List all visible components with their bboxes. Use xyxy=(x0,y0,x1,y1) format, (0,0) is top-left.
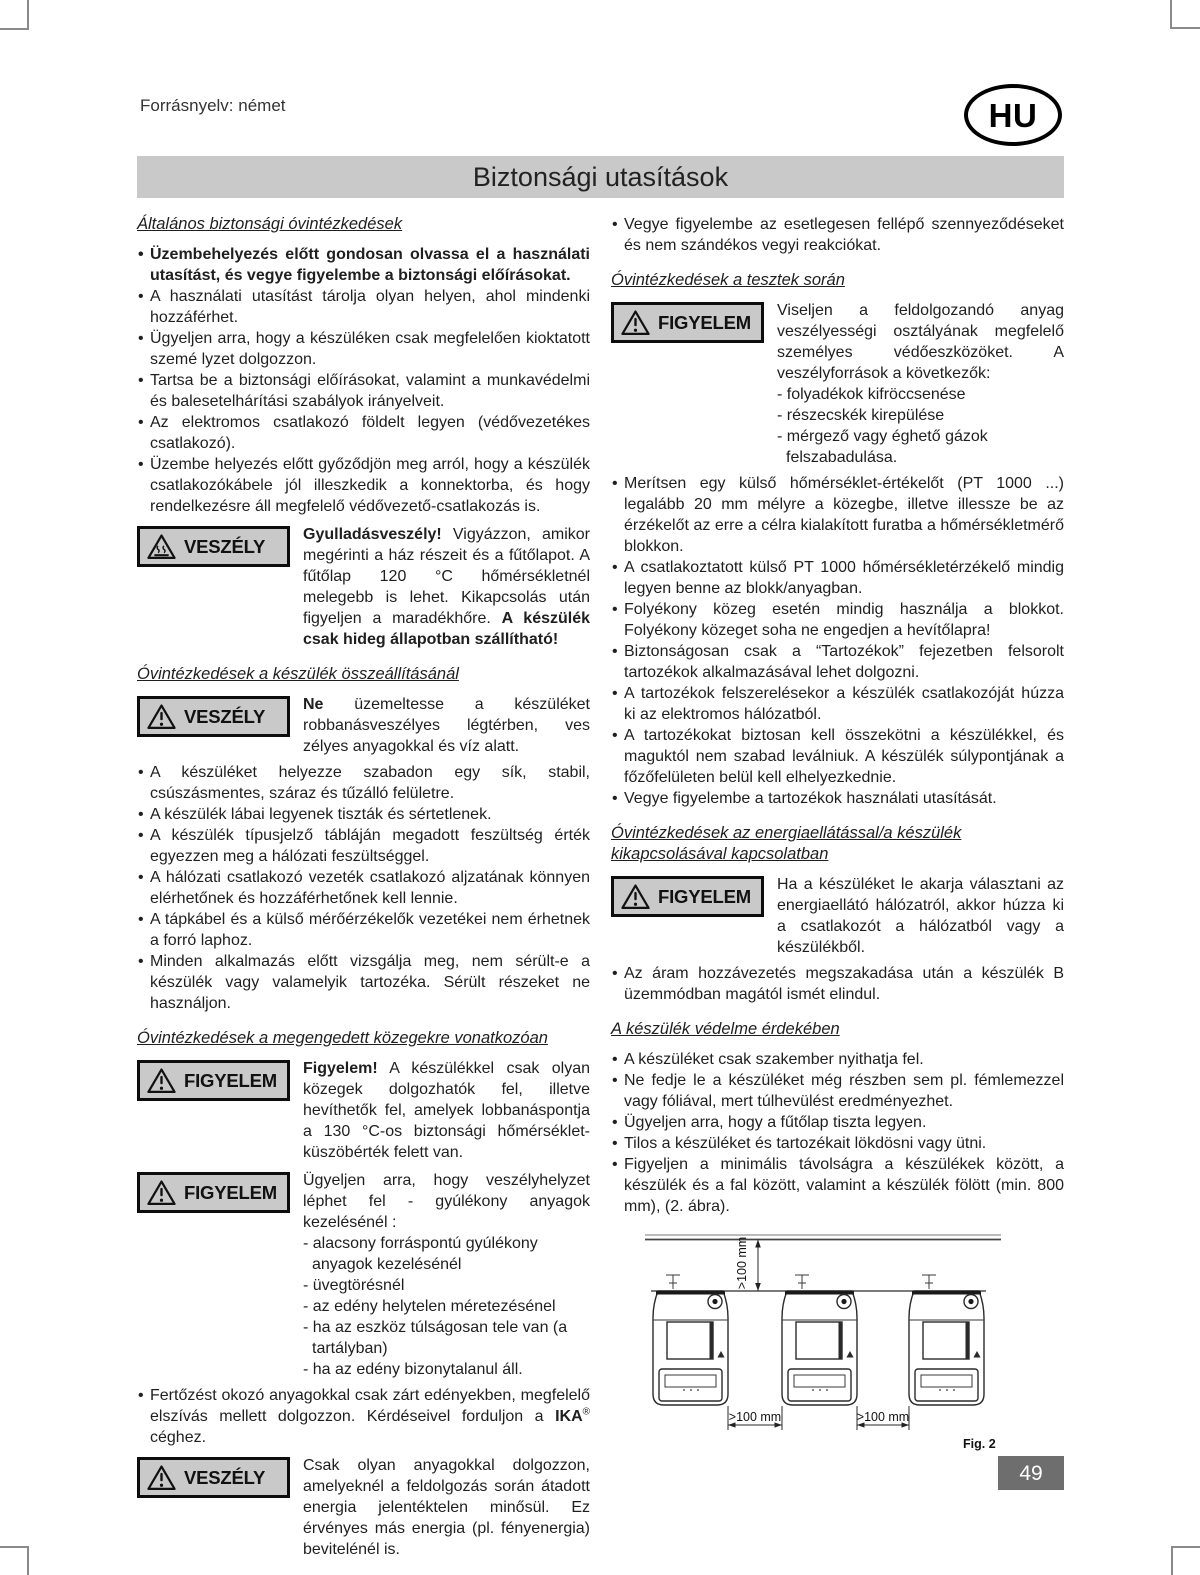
section-heading-device-protection: A készülék védelme érdekében xyxy=(611,1020,840,1038)
warning-triangle-icon xyxy=(620,883,651,910)
bullet-text: Fertőzést okozó anyagokkal csak zárt edényekben, megfelelő elszívás mellett dolgozzon. Kérdéseivel forduljon a xyxy=(150,1387,590,1425)
caution-label: FIGYELEM xyxy=(658,886,751,907)
warning-list-item: - mérgező vagy éghető gázok felszabadulása. xyxy=(777,428,988,466)
warning-list-item: - folyadékok kifröccsenése xyxy=(777,386,966,403)
caution-label: FIGYELEM xyxy=(184,1070,277,1091)
warning-text-body: Vigyázzon, amikor megérinti a ház részeit és a fűtőlapot. A fűtőlap 120 °C hőmérsékletnél melegebb is lehet. Kikapcsolás után figyeljen a maradékhőre. xyxy=(303,526,590,627)
warning-text-body: Ha a készüléket le akarja választani az energiaellátó hálózatról, akkor húzza ki a csatlakozót a hálózatból vagy a készülékből. xyxy=(777,876,1064,956)
bullet-item: • A használati utasítást tárolja olyan helyen, ahol mindenki hozzáférhet. xyxy=(137,286,590,328)
page-number-badge: 49 xyxy=(998,1456,1064,1490)
warning-triangle-icon xyxy=(146,1179,177,1206)
danger-signal-box xyxy=(137,696,290,737)
warning-text-bold: Gyulladásveszély! xyxy=(303,526,442,543)
crop-mark-top-right xyxy=(1170,0,1200,29)
bullet-item: • A tartozékok felszerelésekor a készülék csatlakozóját húzza ki az elektromos hálózatból. xyxy=(611,683,1064,725)
bullet-item: • A készüléket helyezze szabadon egy sík, stabil, csúszásmentes, száraz és tűzálló felületre. xyxy=(137,762,590,804)
warning-text xyxy=(303,1058,590,1163)
warning-text-bold: Ne xyxy=(303,696,324,713)
bullet-item: • A tápkábel és a külső mérőérzékelők vezetékei nem érhetnek a forró laphoz. xyxy=(137,909,590,951)
caution-signal-box xyxy=(611,302,764,343)
warning-text-body: A készülékkel csak olyan közegek dolgozhatók fel, illetve hevíthetők fel, amelyek lobbanáspontja a 130 °C-os biztonsági hőmérséklet-küszöbérték felett van. xyxy=(303,1060,590,1161)
bullet-item: • A készüléket csak szakember nyithatja fel. xyxy=(611,1049,1064,1070)
warning-row-protective-equipment xyxy=(611,300,1064,468)
bullet-item: • Az áram hozzávezetés megszakadása után a készülék B üzemmódban magától ismét elindul. xyxy=(611,963,1064,1005)
bullet-item: • Vegye figyelembe az esetlegesen fellépő szennyeződéseket és nem szándékos vegyi reakciókat. xyxy=(611,214,1064,256)
brand-name: IKA xyxy=(555,1408,583,1425)
warning-text-body: Viseljen a feldolgozandó anyag veszélyességi osztályának megfelelő személyes védőeszközöket. A veszélyforrások a következők: xyxy=(777,302,1064,382)
figure-2-diagram xyxy=(633,1229,1053,1457)
page-title-bar xyxy=(137,156,1064,198)
bullet-item: • A hálózati csatlakozó vezeték csatlakozó aljzatának könnyen elérhetőnek és hozzáférhetőnek kell lennie. xyxy=(137,867,590,909)
warning-text xyxy=(777,300,1064,468)
crop-mark-top-left xyxy=(0,0,29,30)
section-heading-power-supply: Óvintézkedések az energiaellátással/a készülék kikapcsolásával kapcsolatban xyxy=(611,824,962,863)
figure-caption: Fig. 2 xyxy=(963,1437,996,1451)
section-heading-test-precautions: Óvintézkedések a tesztek során xyxy=(611,271,845,289)
section-heading-assembly-precautions: Óvintézkedések a készülék összeállításánál xyxy=(137,665,459,683)
dimension-label-horizontal: >100 mm xyxy=(728,1410,782,1424)
warning-text xyxy=(303,694,590,757)
warning-text-body: Ügyeljen arra, hogy veszélyhelyzet léphet fel - gyúlékony anyagok kezelésénél : xyxy=(303,1172,590,1231)
warning-row-ignition xyxy=(137,524,590,650)
warning-text-bold: A készülék csak hideg állapotban szállítható! xyxy=(303,610,590,648)
danger-signal-box xyxy=(137,526,290,567)
warning-list-item: - részecskék kirepülése xyxy=(777,407,945,424)
bullet-item: • Ne fedje le a készüléket még részben sem pl. fémlemezzel vagy fóliával, mert túlhevülést eredményezhet. xyxy=(611,1070,1064,1112)
bullet-item: • Ügyeljen arra, hogy a készüléken csak megfelelően kioktatott szemé lyzet dolgozzon. xyxy=(137,328,590,370)
left-column xyxy=(137,210,590,1565)
bullet-item: • Az elektromos csatlakozó földelt legyen (védővezetékes csatlakozó). xyxy=(137,412,590,454)
warning-text-bold: Figyelem! xyxy=(303,1060,378,1077)
warning-text xyxy=(777,874,1064,958)
bullet-item: • A készülék lábai legyenek tiszták és sértetlenek. xyxy=(137,804,590,825)
language-badge xyxy=(964,84,1062,146)
warning-text xyxy=(303,1170,590,1380)
section-heading-general-precautions: Általános biztonsági óvintézkedések xyxy=(137,215,403,233)
figure-2 xyxy=(633,1229,1064,1463)
dimension-label-horizontal: >100 mm xyxy=(856,1410,910,1424)
warning-row-energy-input xyxy=(137,1455,590,1560)
warning-text xyxy=(303,1455,590,1560)
bullet-text: céghez. xyxy=(150,1429,207,1446)
warning-text xyxy=(303,524,590,650)
bullet-item: • Minden alkalmazás előtt vizsgálja meg, nem sérült-e a készülék vagy valamelyik tartozéka. Sérült részeket ne használjon. xyxy=(137,951,590,1014)
bullet-item: • Figyeljen a minimális távolságra a készülékek között, a készülék és a fal között, valamint a készülék fölött (min. 800 mm), (2. ábra). xyxy=(611,1154,1064,1217)
bullet-item: • Üzembehelyezés előtt gondosan olvassa el a használati utasítást, és vegye figyelembe a biztonsági előírásokat. xyxy=(137,244,590,286)
hot-surface-icon xyxy=(146,533,177,560)
caution-label: FIGYELEM xyxy=(184,1182,277,1203)
caution-signal-box xyxy=(611,876,764,917)
warning-row-disconnect xyxy=(611,874,1064,958)
bullet-item: • A tartozékokat biztosan kell összekötni a készülékkel, és maguktól nem szabad leválniuk. A készülék súlypontjának a főzőfelületen belül kell elhelyezkednie. xyxy=(611,725,1064,788)
crop-mark-bottom-right xyxy=(1171,1546,1200,1575)
danger-label: VESZÉLY xyxy=(184,536,266,557)
right-column xyxy=(611,210,1064,1463)
caution-signal-box xyxy=(137,1172,290,1213)
warning-row-flashpoint xyxy=(137,1058,590,1163)
bullet-item: • Tartsa be a biztonsági előírásokat, valamint a munkavédelmi és balesetelhárítási szabályok irányelveit. xyxy=(137,370,590,412)
crop-mark-bottom-left xyxy=(0,1546,29,1575)
warning-triangle-icon xyxy=(146,703,177,730)
warning-triangle-icon xyxy=(146,1464,177,1491)
bullet-item: • Vegye figyelembe a tartozékok használati utasítását. xyxy=(611,788,1064,809)
caution-label: FIGYELEM xyxy=(658,312,751,333)
danger-label: VESZÉLY xyxy=(184,1467,266,1488)
warning-list-item: - az edény helytelen méretezésénel xyxy=(303,1298,556,1315)
bullet-item: • Merítsen egy külső hőmérséklet-értékelőt (PT 1000 ...) legalább 20 mm mélyre a közegbe, illetve illessze be az érzékelőt az erre a célra kialakított furatba a hőmérsékletmérő blokkon. xyxy=(611,473,1064,557)
warning-text-body: Csak olyan anyagokkal dolgozzon, amelyeknél a feldolgozás során átadott energia jelentéktelen minősül. Ez érvényes más energia (pl. fényenergia) bevitelénél is. xyxy=(303,1457,590,1558)
danger-label: VESZÉLY xyxy=(184,706,266,727)
danger-signal-box xyxy=(137,1457,290,1498)
bullet-item: • Folyékony közeg esetén mindig használja a blokkot. Folyékony közeget soha ne engedjen a hevítőlapra! xyxy=(611,599,1064,641)
bullet-item xyxy=(137,1385,590,1448)
bullet-item: • A készülék típusjelző tábláján megadott feszültség érték egyezzen meg a hálózati feszültséggel. xyxy=(137,825,590,867)
warning-list-item: - ha az eszköz túlságosan tele van (a tartályban) xyxy=(303,1319,568,1357)
bullet-item: • A csatlakoztatott külső PT 1000 hőmérsékletérzékelő mindig legyen benne az blokk/anyagban. xyxy=(611,557,1064,599)
bullet-item: • Tilos a készüléket és tartozékait lökdösni vagy ütni. xyxy=(611,1133,1064,1154)
registered-mark: ® xyxy=(582,1406,590,1418)
dimension-label-vertical: >100 mm xyxy=(735,1236,749,1290)
warning-list-item: - üvegtörésnél xyxy=(303,1277,405,1294)
bullet-item: • Ügyeljen arra, hogy a fűtőlap tiszta legyen. xyxy=(611,1112,1064,1133)
page-title: Biztonsági utasítások xyxy=(472,161,729,192)
section-heading-permitted-media: Óvintézkedések a megengedett közegekre vonatkozóan xyxy=(137,1029,548,1047)
language-badge-text: HU xyxy=(988,96,1038,134)
bullet-item: • Üzembe helyezés előtt győződjön meg arról, hogy a készülék csatlakozókábele jól illeszkedik a konnektorba, és hogy rendelkezésre áll megfelelő védővezető-csatlakozás is. xyxy=(137,454,590,517)
warning-text-body: üzemeltesse a készüléket robbanásveszélyes légtérben, ves zélyes anyagokkal és víz alatt. xyxy=(303,696,590,755)
source-language-note: Forrásnyelv: német xyxy=(140,96,286,115)
warning-row-explosion xyxy=(137,694,590,757)
caution-signal-box xyxy=(137,1060,290,1101)
warning-triangle-icon xyxy=(146,1067,177,1094)
warning-list-item: - ha az edény bizonytalanul áll. xyxy=(303,1361,523,1378)
warning-row-hazardous-situations xyxy=(137,1170,590,1380)
warning-triangle-icon xyxy=(620,309,651,336)
bullet-item: • Biztonságosan csak a “Tartozékok” fejezetben felsorolt tartozékok alkalmazásával lehet dolgozni. xyxy=(611,641,1064,683)
warning-list-item: - alacsony forráspontú gyúlékony anyagok kezelésénél xyxy=(303,1235,538,1273)
